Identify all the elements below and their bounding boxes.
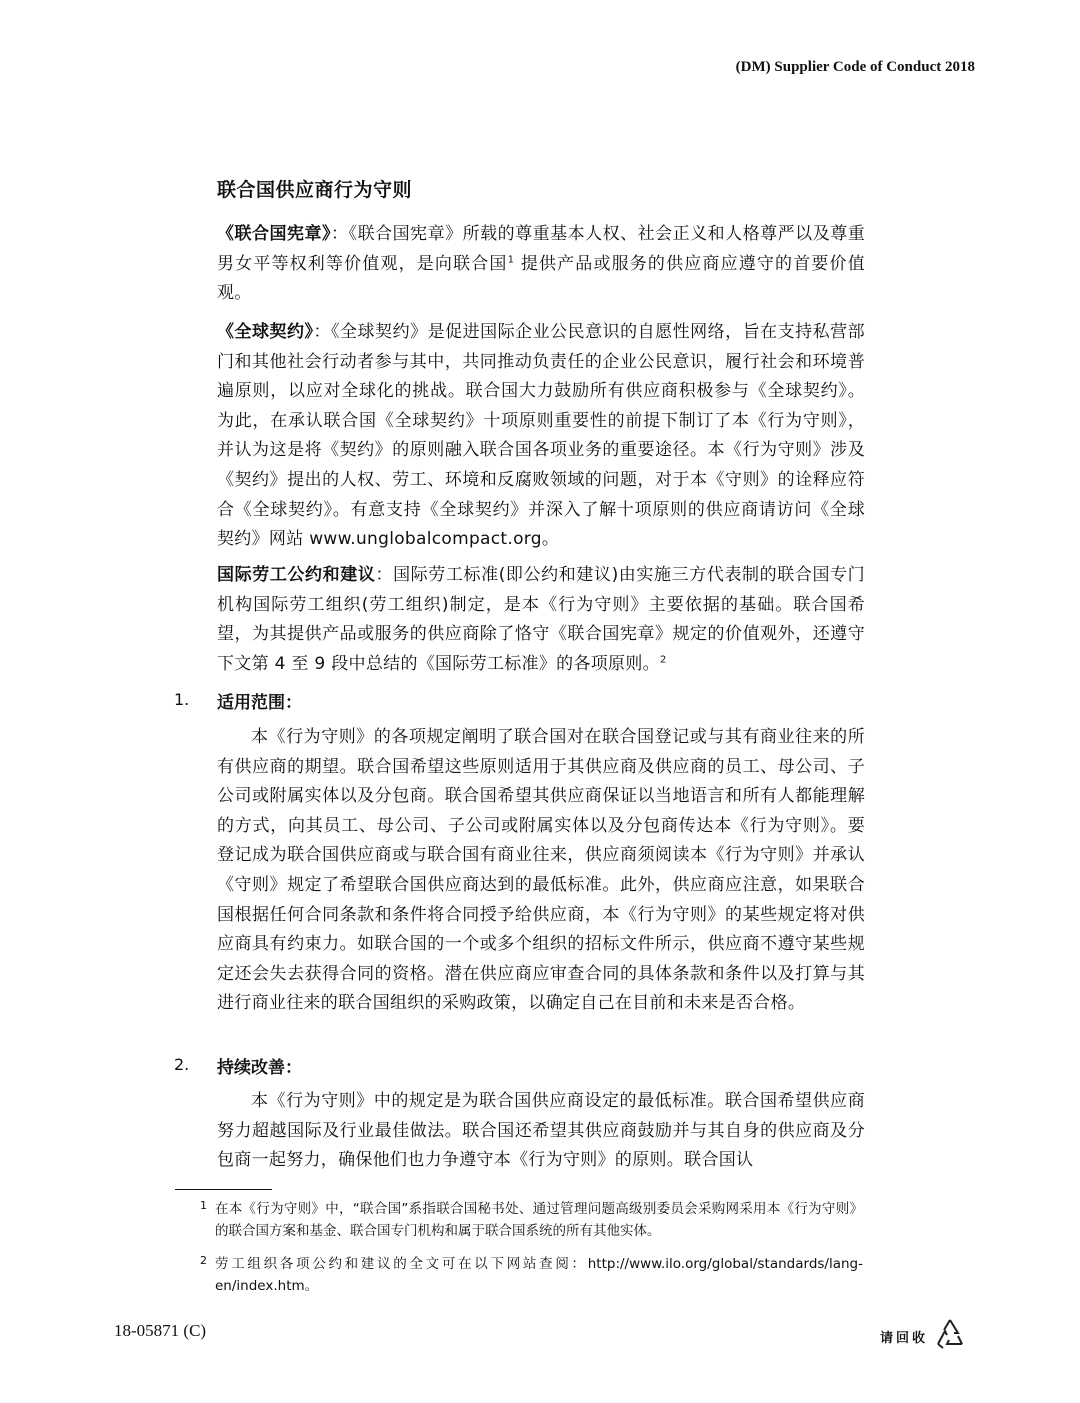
paragraph-text: 国际劳工标准(即公约和建议)由实施三方代表制的联合国专门机构国际劳工组织(劳工组织)制定，是本《行为守则》主要依据的基础。联合国希望，为其提供产品或服务的供应商除了恪守《联合国宪章》规定的价值观外，还遵守下文第 4 至 9 段中总结的《国际劳工标准》的各项原则。 bbox=[217, 565, 865, 674]
section-number: 2. bbox=[174, 1055, 190, 1074]
recycle-label: 请回收 bbox=[879, 1330, 928, 1346]
footnote-ref[interactable]: 2 bbox=[659, 654, 667, 666]
document-title: 联合国供应商行为守则 bbox=[217, 179, 413, 201]
footnote-text: 劳工组织各项公约和建议的全文可在以下网站查阅：http://www.ilo.org/global/standards/lang-en/index.htm。 bbox=[215, 1256, 863, 1294]
document-number: 18-05871 (C) bbox=[114, 1321, 207, 1340]
section-body: 本《行为守则》中的规定是为联合国供应商设定的最低标准。联合国希望供应商努力超越国际及行业最佳做法。联合国还希望其供应商鼓励并与其自身的供应商及分包商一起努力，确保他们也力争遵守本《行为守则》的原则。联合国认 bbox=[217, 1091, 865, 1171]
footnote-mark: 2 bbox=[200, 1254, 207, 1267]
paragraph-sep: ： bbox=[313, 322, 332, 342]
section-number: 1. bbox=[174, 690, 190, 709]
recycle-notice bbox=[880, 1316, 968, 1356]
section-title: 适用范围： bbox=[217, 693, 302, 713]
paragraph-sep: ： bbox=[331, 224, 349, 244]
paragraph-lead: 《全球契约》 bbox=[217, 322, 314, 342]
footnote-mark: 1 bbox=[200, 1199, 207, 1212]
footnote-divider bbox=[175, 1189, 272, 1190]
paragraph-text-cont: 提供产品或服务的供应商应遵守的首要价值观。 bbox=[217, 253, 865, 304]
paragraph-text: 《联合国宪章》所载的尊重基本人权、社会正义和人格尊严以及尊重男女平等权利等价值观，是向联合国 bbox=[217, 224, 866, 274]
running-header: (DM) Supplier Code of Conduct 2018 bbox=[735, 59, 975, 75]
recycle-icon bbox=[932, 1316, 968, 1356]
paragraph-ilo bbox=[217, 561, 865, 679]
paragraph-global-compact bbox=[217, 318, 865, 555]
section-body: 本《行为守则》的各项规定阐明了联合国对在联合国登记或与其有商业往来的所有供应商的期望。联合国希望这些原则适用于其供应商及供应商的员工、母公司、子公司或附属实体以及分包商。联合国希望其供应商保证以当地语言和所有人都能理解的方式，向其员工、母公司、子公司或附属实体以及分包商传达本《行为守则》。要登记成为联合国供应商或与联合国有商业往来，供应商须阅读本《行为守则》并承认《守则》规定了希望联合国供应商达到的最低标准。此外，供应商应注意，如果联合国根据任何合同条款和条件将合同授予给供应商，本《行为守则》的某些规定将对供应商具有约束力。如联合国的一个或多个组织的招标文件所示，供应商不遵守某些规定还会失去获得合同的资格。潜在供应商应审查合同的具体条款和条件以及打算与其进行商业往来的联合国组织的采购政策，以确定自己在目前和未来是否合格。 bbox=[217, 727, 865, 1014]
footnote-text: 在本《行为守则》中，“联合国”系指联合国秘书处、通过管理问题高级别委员会采购网采用本《行为守则》的联合国方案和基金、联合国专门机构和属于联合国系统的所有其他实体。 bbox=[215, 1201, 863, 1239]
section-title: 持续改善： bbox=[217, 1058, 302, 1078]
paragraph-text: 《全球契约》是促进国际企业公民意识的自愿性网络，旨在支持私营部门和其他社会行动者参与其中，共同推动负责任的企业公民意识，履行社会和环境普遍原则，以应对全球化的挑战。联合国大力鼓励所有供应商积极参与《全球契约》。为此，在承认联合国《全球契约》十项原则重要性的前提下制订了本《行为守则》，并认为这是将《契约》的原则融入联合国各项业务的重要途径。本《行为守则》涉及《契约》提出的人权、劳工、环境和反腐败领域的问题，对于本《守则》的诠释应符合《全球契约》。有意支持《全球契约》并深入了解十项原则的供应商请访问《全球契约》网站 www.unglobalcompact.org。 bbox=[217, 322, 865, 550]
paragraph-lead: 国际劳工公约和建议 bbox=[217, 565, 376, 585]
paragraph-un-charter bbox=[217, 220, 865, 309]
paragraph-sep: ： bbox=[375, 565, 394, 585]
paragraph-lead: 《联合国宪章》 bbox=[217, 224, 332, 244]
footnote-ref[interactable]: 1 bbox=[507, 253, 515, 265]
